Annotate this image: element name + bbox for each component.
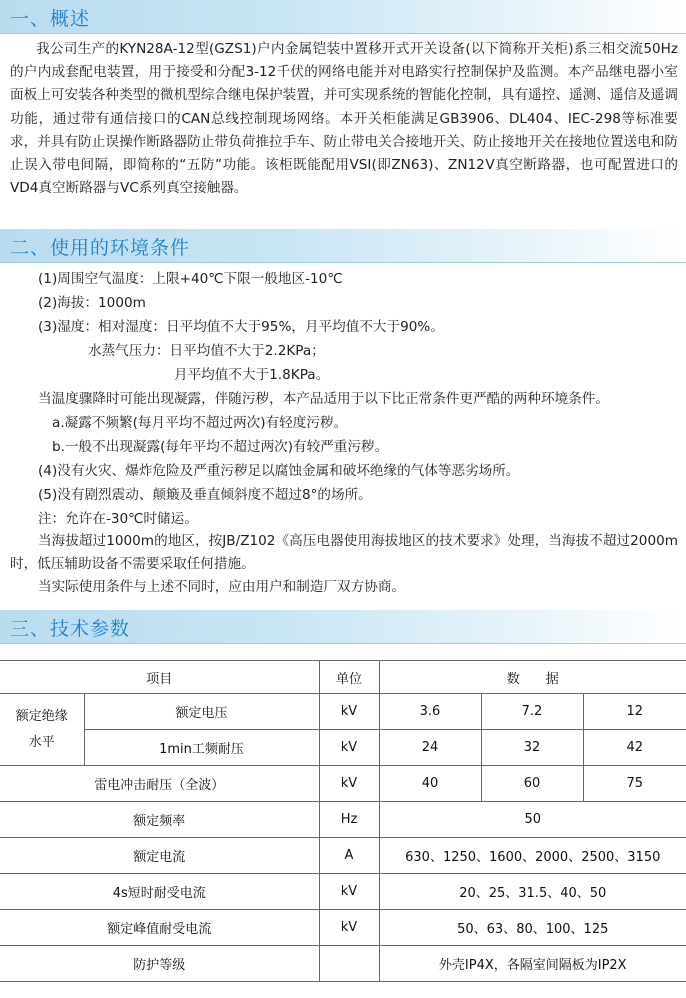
row-unit: A — [319, 838, 379, 874]
insulation-group-label: 额定绝缘水平 — [0, 694, 84, 766]
table-row — [0, 946, 686, 982]
table-row — [0, 874, 686, 910]
env-line: (3)湿度：相对湿度：日平均值不大于95%，月平均值不大于90%。 — [38, 319, 444, 335]
section-title: 三、技术参数 — [10, 618, 131, 640]
row-value: 40 — [379, 766, 481, 802]
table-row — [0, 838, 686, 874]
table-row — [0, 802, 686, 838]
row-label: 额定电流 — [0, 838, 319, 874]
env-line: b.一般不出现凝露(每年平均不超过两次)有较严重污秽。 — [52, 439, 389, 455]
row-unit — [319, 946, 379, 982]
row-value: 42 — [583, 730, 686, 766]
row-label: 额定频率 — [0, 802, 319, 838]
row-label: 额定峰值耐受电流 — [0, 910, 319, 946]
row-value: 50、63、80、100、125 — [379, 910, 686, 946]
row-label: 防护等级 — [0, 946, 319, 982]
row-value: 12 — [583, 694, 686, 730]
row-value: 3.6 — [379, 694, 481, 730]
row-value: 75 — [583, 766, 686, 802]
env-line: 月平均值不大于1.8KPa。 — [174, 367, 330, 383]
section-header-parameters — [0, 610, 686, 644]
section-title: 二、使用的环境条件 — [10, 237, 191, 259]
section-title: 一、概述 — [10, 8, 91, 30]
row-unit: kV — [319, 910, 379, 946]
row-value: 20、25、31.5、40、50 — [379, 874, 686, 910]
row-value: 60 — [481, 766, 583, 802]
row-label: 1min工频耐压 — [84, 730, 319, 766]
row-value: 外壳IP4X，各隔室间隔板为IP2X — [379, 946, 686, 982]
parameters-table — [0, 660, 686, 982]
table-row — [0, 910, 686, 946]
header-item: 项目 — [0, 661, 319, 694]
env-line: (2)海拔：1000m — [38, 295, 146, 311]
env-line: 水蒸气压力：日平均值不大于2.2KPa； — [88, 343, 325, 359]
row-value: 7.2 — [481, 694, 583, 730]
table-row — [0, 766, 686, 802]
section-header-overview — [0, 0, 686, 34]
header-data: 数 据 — [379, 661, 686, 694]
table-header-row — [0, 661, 686, 694]
row-unit: kV — [319, 694, 379, 730]
row-label: 额定电压 — [84, 694, 319, 730]
env-line: (5)没有剧烈震动、颠簸及垂直倾斜度不超过8°的场所。 — [38, 487, 372, 503]
row-value: 32 — [481, 730, 583, 766]
row-value: 630、1250、1600、2000、2500、3150 — [379, 838, 686, 874]
section-header-environment — [0, 229, 686, 263]
altitude-paragraph: 当海拔超过1000m的地区，按JB/Z102《高压电器使用海拔地区的技术要求》处理，当海拔不超过2000m时，低压辅助设备不需要采取任何措施。 — [10, 533, 678, 572]
env-line: 当温度骤降时可能出现凝露，伴随污秽，本产品适用于以下比正常条件更严酷的两种环境条件。 — [38, 391, 609, 407]
row-label: 雷电冲击耐压（全波） — [0, 766, 319, 802]
row-unit: kV — [319, 730, 379, 766]
row-value: 24 — [379, 730, 481, 766]
env-line: a.凝露不频繁(每月平均不超过两次)有轻度污秽。 — [52, 415, 348, 431]
table-row — [0, 730, 686, 766]
env-line: (1)周围空气温度：上限+40℃下限一般地区-10℃ — [38, 271, 343, 287]
env-closing: 当实际使用条件与上述不同时，应由用户和制造厂双方协商。 — [38, 579, 406, 595]
header-unit: 单位 — [319, 661, 379, 694]
overview-paragraph: 我公司生产的KYN28A-12型(GZS1)户内金属铠装中置移开式开关设备(以下简称开关柜)系三相交流50Hz的户内成套配电装置，用于接受和分配3-12千伏的网络电能并对电路实行控制保护及监测。本产品继电器小室面板上可安装各种类型的微机型综合继电保护装置，并可实现系统的智能化控制，具有遥控、遥测、遥信及遥调功能，通过带有通信接口的CAN总线控制现场网络。本开关柜能满足GB3906、DL404、IEC-298等标准要求，并具有防止误操作断路器防止带负荷推拉手车、防止带电关合接地开关、防止接地开关在接地位置送电和防止误入带电间隔，即简称的“五防”功能。该柜既能配用VSI(即ZN63)、ZN12Ⅴ真空断路器，也可配置进口的VD4真空断路器与ⅤC系列真空接触器。 — [10, 41, 678, 197]
env-line: (4)没有火灾、爆炸危险及严重污秽足以腐蚀金属和破坏绝缘的气体等恶劣场所。 — [38, 463, 520, 479]
row-label: 4s短时耐受电流 — [0, 874, 319, 910]
row-value: 50 — [379, 802, 686, 838]
env-line: 注：允许在-30℃时储运。 — [38, 511, 198, 527]
row-unit: kV — [319, 874, 379, 910]
table-row — [0, 694, 686, 730]
row-unit: kV — [319, 766, 379, 802]
row-unit: Hz — [319, 802, 379, 838]
